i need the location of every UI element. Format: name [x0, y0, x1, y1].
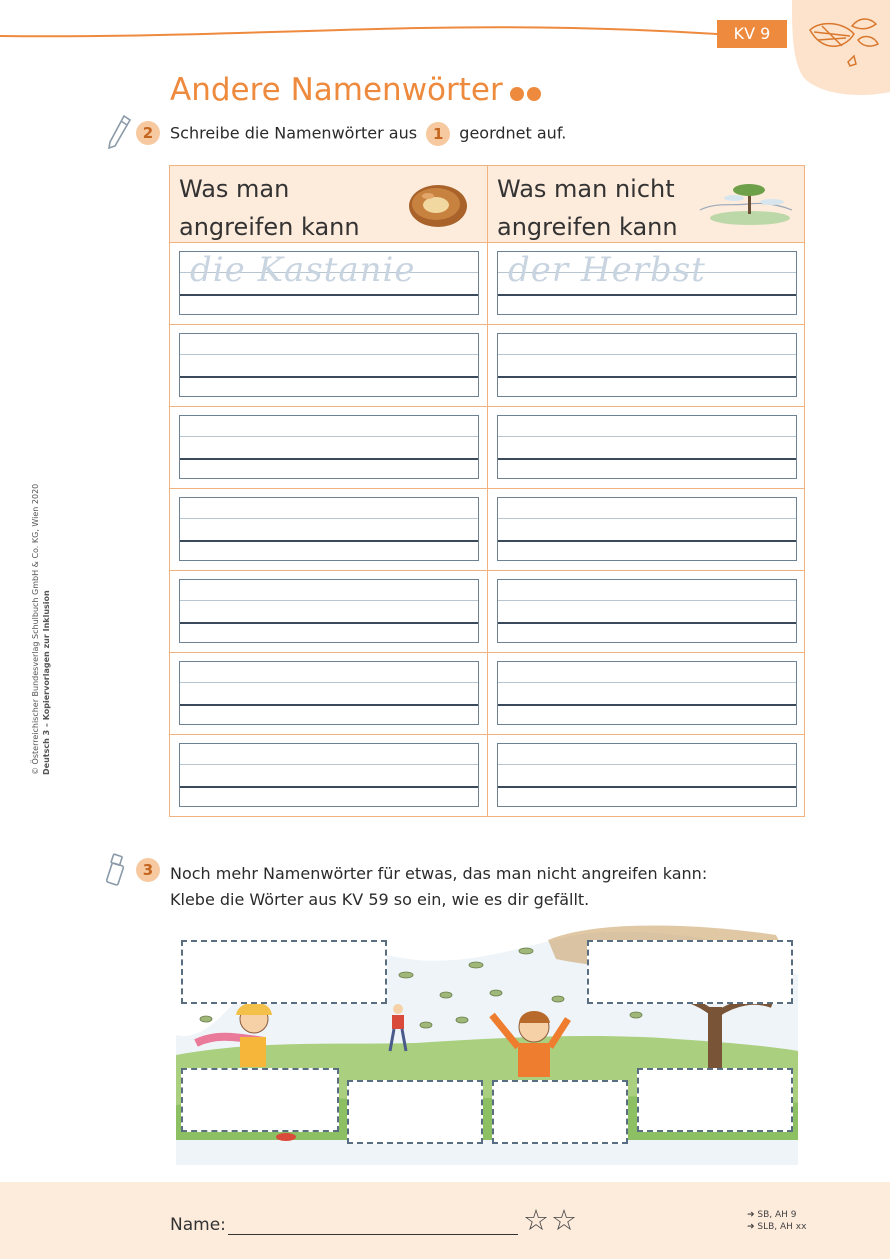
- landscape-icon: [696, 176, 794, 232]
- row-divider: [170, 488, 804, 489]
- glue-zone-6[interactable]: [637, 1068, 793, 1132]
- row-divider: [170, 652, 804, 653]
- difficulty-dots: [510, 86, 544, 105]
- writing-box-right[interactable]: [497, 415, 797, 479]
- writing-box-left[interactable]: [179, 251, 479, 315]
- kv-badge: KV 9: [717, 20, 787, 48]
- task3-instruction: [170, 861, 707, 913]
- writing-box-right[interactable]: [497, 743, 797, 807]
- leaves-icon: [792, 0, 890, 96]
- sorting-table: [169, 165, 805, 817]
- task3-line-1: Noch mehr Namenwörter für etwas, das man nicht angreifen kann:: [170, 864, 708, 883]
- glue-zone-1[interactable]: [181, 940, 387, 1004]
- writing-box-right[interactable]: [497, 579, 797, 643]
- difficulty-dot: [510, 87, 524, 101]
- references: [747, 1209, 806, 1233]
- task-number-3: 3: [136, 858, 160, 882]
- series-line: Deutsch 3 – Kopiervorlagen zur Inklusion: [42, 590, 51, 775]
- copyright-line: © Österreichischer Bundesverlag Schulbuch GmbH & Co. KG, Wien 2020: [31, 483, 40, 775]
- row-divider: [170, 734, 804, 735]
- writing-box-right[interactable]: [497, 333, 797, 397]
- star-icon[interactable]: ☆☆: [523, 1203, 579, 1237]
- column-header-untouchable: Was man nicht angreifen kann: [497, 175, 678, 241]
- sample-word-right: der Herbst: [508, 250, 706, 290]
- glue-zone-5[interactable]: [492, 1080, 628, 1144]
- row-divider: [170, 406, 804, 407]
- column-divider: [487, 166, 488, 816]
- page-title: Andere Namenwörter: [170, 72, 503, 108]
- difficulty-dot: [527, 87, 541, 101]
- reference-1: ➜ SB, AH 9: [747, 1210, 797, 1220]
- pencil-icon: [106, 114, 132, 150]
- glue-zone-3[interactable]: [181, 1068, 339, 1132]
- task2-instruction: [170, 122, 566, 146]
- task-ref-number: 1: [426, 122, 450, 146]
- task3-line-2: Klebe die Wörter aus KV 59 so ein, wie es dir gefällt.: [170, 890, 590, 909]
- task-number-2: 2: [136, 121, 160, 145]
- writing-box-left[interactable]: [179, 661, 479, 725]
- row-divider: [170, 570, 804, 571]
- writing-box-left[interactable]: [179, 497, 479, 561]
- row-divider: [170, 324, 804, 325]
- task2-text-after: geordnet auf.: [459, 123, 567, 143]
- name-label: Name:: [170, 1215, 226, 1235]
- writing-box-left[interactable]: [179, 579, 479, 643]
- sample-word-left: die Kastanie: [190, 250, 416, 290]
- glue-zone-2[interactable]: [587, 940, 793, 1004]
- writing-box-right[interactable]: [497, 497, 797, 561]
- writing-box-right[interactable]: [497, 251, 797, 315]
- copyright-sidebar: [30, 484, 52, 775]
- glue-zone-4[interactable]: [347, 1080, 483, 1144]
- writing-box-left[interactable]: [179, 333, 479, 397]
- writing-box-left[interactable]: [179, 415, 479, 479]
- writing-box-right[interactable]: [497, 661, 797, 725]
- name-write-line[interactable]: [228, 1234, 518, 1235]
- reference-2: ➜ SLB, AH xx: [747, 1222, 807, 1232]
- chestnut-icon: [406, 178, 470, 230]
- writing-box-left[interactable]: [179, 743, 479, 807]
- glue-stick-icon: [104, 852, 128, 886]
- column-header-touchable: Was man angreifen kann: [179, 175, 360, 241]
- task2-text-before: Schreibe die Namenwörter aus: [170, 123, 418, 143]
